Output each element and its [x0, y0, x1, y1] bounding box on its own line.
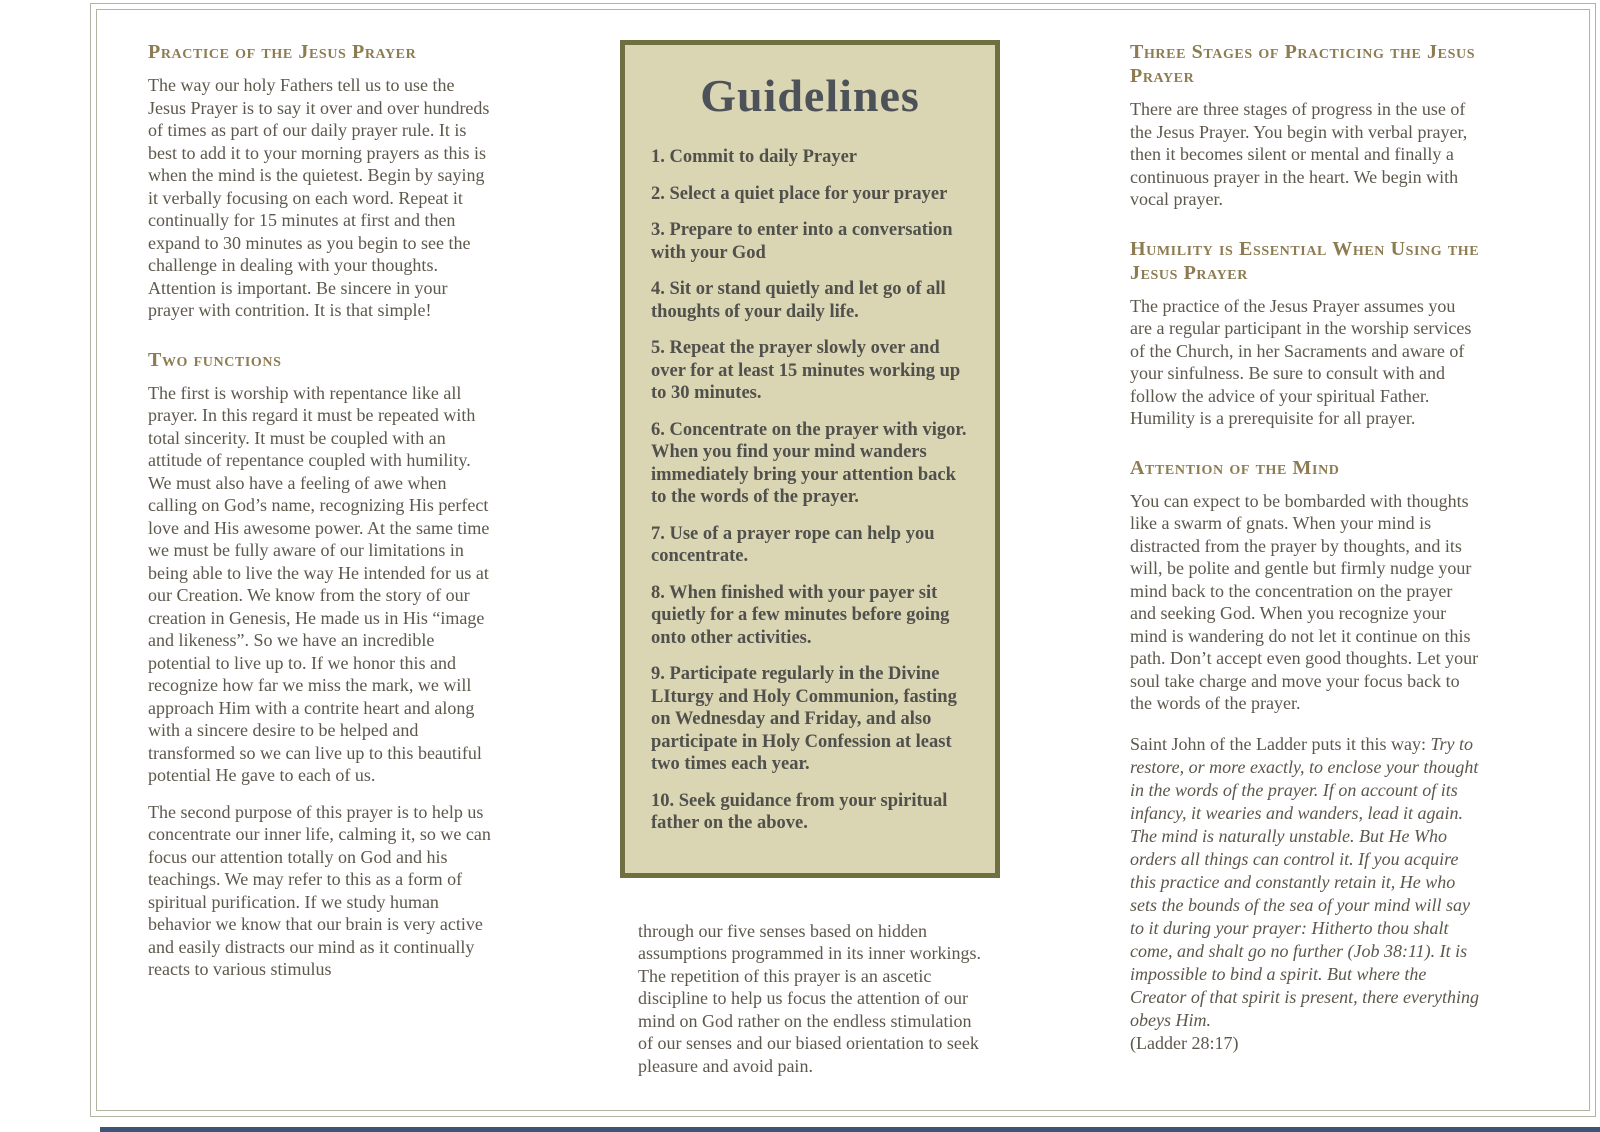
guideline-item: 2. Select a quiet place for your prayer	[651, 183, 948, 204]
guideline-item: 4. Sit or stand quietly and let go of all thoughts of your daily life.	[651, 279, 946, 322]
paragraph: The second purpose of this prayer is to help us concentrate our inner life, calming it, so we can focus our attention totally on God and his teachings. We may refer to this as a form of spiritual purification. If we study human behavior we know that our brain is very active and easily distracts our mind as it continually reacts to various stimulus	[148, 801, 491, 979]
column-left	[148, 40, 494, 995]
quote-citation: (Ladder 28:17)	[1130, 1032, 1239, 1053]
column-right	[1130, 40, 1480, 1055]
section-heading-humility: Humility is Essential When Using the Jesus Prayer	[1130, 237, 1480, 284]
guideline-item: 9. Participate regularly in the Divine LIturgy and Holy Communion, fasting on Wednesday and Friday, and also participate in Holy Confession at least two times each year.	[651, 664, 957, 774]
guideline-item: 5. Repeat the prayer slowly over and over for at least 15 minutes working up to 30 minutes.	[651, 338, 961, 403]
paragraph: There are three stages of progress in the use of the Jesus Prayer. You begin with verbal prayer, then it becomes silent or mental and finally a continuous prayer in the heart. We begin with vocal prayer.	[1130, 99, 1468, 209]
guideline-item: 6. Concentrate on the prayer with vigor. When you find your mind wanders immediately bring your attention back to the words of the prayer.	[651, 419, 967, 507]
guideline-item: 7. Use of a prayer rope can help you concentrate.	[651, 523, 935, 566]
quote-paragraph	[1130, 733, 1480, 1055]
guidelines-title: Guidelines	[700, 70, 920, 121]
paragraph: The first is worship with repentance like all prayer. In this regard it must be repeated with total sincerity. It must be coupled with an attitude of repentance coupled with humility. We must also have a feeling of awe when calling on God’s name, recognizing His perfect love and His awesome power. At the same time we must be fully aware of our limitations in being able to live the way He intended for us at our Creation. We know from the story of our creation in Genesis, He made us in His “image and likeness”. So we have an incredible potential to live up to. If we honor this and recognize how far we miss the mark, we will approach Him with a contrite heart and along with a sincere desire to be helped and transformed so we can live up to this beautiful potential He gave to each of us.	[148, 382, 490, 785]
section-heading-practice: Practice of the Jesus Prayer	[148, 41, 417, 63]
paragraph: The way our holy Fathers tell us to use the Jesus Prayer is to say it over and over hundreds of times as part of our daily prayer rule. It is best to add it to your morning prayers as this is when the mind is the quietest. Begin by saying it verbally focusing on each word. Repeat it continually for 15 minutes at first and then expand to 30 minutes as you begin to see the challenge in dealing with your thoughts. Attention is important. Be sincere in your prayer with contrition. It is that simple!	[148, 75, 490, 320]
paragraph: You can expect to be bombarded with thoughts like a swarm of gnats. When your mind is distracted from the prayer by thoughts, and its will, be polite and gentle but firmly nudge your mind back to the concentration on the prayer and seeking God. When you recognize your mind is wandering do not let it continue on this path. Don’t accept even good thoughts. Let your soul take charge and move your focus back to the words of the prayer.	[1130, 490, 1479, 713]
guideline-item: 8. When finished with your payer sit quietly for a few minutes before going onto other activities.	[651, 582, 950, 648]
quote-intro: Saint John of the Ladder puts it this way:	[1130, 733, 1426, 754]
section-heading-two-functions: Two functions	[148, 348, 282, 371]
guideline-item: 3. Prepare to enter into a conversation with your God	[651, 220, 953, 263]
continuation-paragraph: through our five senses based on hidden assumptions programmed in its inner workings. The repetition of this prayer is an ascetic discipline to help us focus the attention of our mind on God rather on the endless stimulation of our senses and our biased orientation to seek pleasure and avoid pain.	[638, 920, 981, 1076]
paragraph: The practice of the Jesus Prayer assumes you are a regular participant in the worship services of the Church, in her Sacraments and aware of your sinfulness. Be sure to consult with and follow the advice of your spiritual Father. Humility is a prerequisite for all prayer.	[1130, 295, 1472, 428]
column-middle	[620, 40, 1000, 1077]
bottom-accent-bar	[100, 1127, 1600, 1132]
guideline-item: 10. Seek guidance from your spiritual father on the above.	[651, 790, 948, 833]
section-heading-attention: Attention of the Mind	[1130, 456, 1340, 479]
section-heading-three-stages: Three Stages of Practicing the Jesus Prayer	[1130, 41, 1476, 87]
quote-body: Try to restore, or more exactly, to enclose your thought in the words of the prayer. If on account of its infancy, it wearies and wanders, lead it again. The mind is naturally unstable. But He Who orders all things can control it. If you acquire this practice and constantly retain it, He who sets the bounds of the sea of your mind will say to it during your prayer: Hitherto thou shalt come, and shalt go no further (Job 38:11). It is impossible to bind a spirit. But where the Creator of that spirit is present, there everything obeys Him.	[1130, 733, 1479, 1030]
guideline-item: 1. Commit to daily Prayer	[651, 147, 858, 167]
guidelines-box	[620, 40, 1000, 878]
